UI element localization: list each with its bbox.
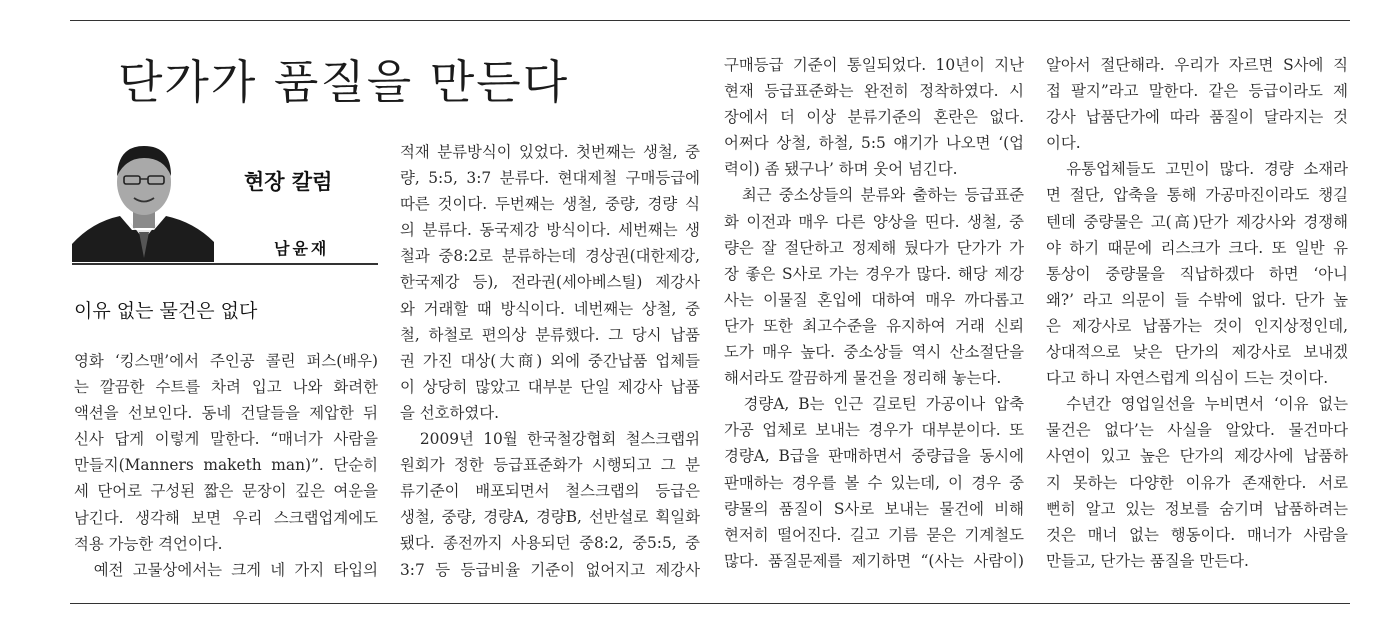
text-line: 철과 중8:2로 분류하는데 경상권(대한제강, (400, 247, 700, 266)
text-line: 현저히 떨어진다. 길고 기름 묻은 기계철도 (724, 525, 1024, 544)
text-line: 영화 ‘킹스맨’에서 주인공 콜린 퍼스(배우) (74, 352, 378, 370)
text-line: 사연이 있고 높은 단가의 제강사에 납품하 (1046, 447, 1348, 466)
text-line: 텐데 중량물은 고(高)단가 제강사와 경쟁해 (1046, 212, 1348, 231)
text-line: 을 선호하였다. (400, 403, 499, 422)
article-column-1 (74, 348, 378, 583)
text-line: 많다. 품질문제를 제기하면 “(사는 사람이) (724, 551, 1024, 570)
text-line: 뻔히 알고 있는 정보를 숨기며 납품하려는 (1046, 499, 1348, 518)
article-column-3 (724, 52, 1024, 574)
text-line: 구매등급 기준이 통일되었다. 10년이 지난 (724, 56, 1024, 74)
author-portrait-icon (72, 132, 214, 262)
text-line: 유통업체들도 고민이 많다. 경량 소재라 (1046, 160, 1348, 179)
author-divider (72, 263, 378, 265)
text-line: 상대적으로 낮은 단가의 제강사로 보내겠 (1046, 343, 1348, 362)
bottom-rule (70, 603, 1350, 604)
author-name: 남윤재 (274, 239, 330, 258)
text-line: 이다. (1046, 134, 1081, 153)
text-line: 사는 이물질 혼입에 대하여 매우 까다롭고 (724, 290, 1024, 309)
text-line: 신사 답게 이렇게 말한다. “매너가 사람을 (74, 430, 378, 449)
text-line: 물건은 없다’는 사실을 알았다. 물건마다 (1046, 421, 1348, 440)
text-line: 장 좋은 S사로 가는 경우가 많다. 해당 제강 (724, 264, 1024, 283)
text-line: 어쩌다 상철, 하철, 5:5 얘기가 나오면 ‘(업 (724, 134, 1024, 153)
text-line: 의 분류다. 동국제강 방식이다. 세번째는 생 (400, 221, 700, 240)
article-column-2 (400, 139, 700, 583)
headline: 단가가 품질을 만든다 (118, 55, 570, 109)
text-line: 는 깔끔한 수트를 차려 입고 나와 화려한 (74, 378, 378, 397)
text-line: 도가 매우 높다. 중소상들 역시 산소절단을 (724, 343, 1024, 362)
top-rule (70, 20, 1350, 21)
text-line: 량, 5:5, 3:7 분류다. 현대제철 구매등급에 (400, 169, 700, 188)
text-line: 됐다. 종전까지 사용되던 중8:2, 중5:5, 중 (400, 534, 700, 553)
text-line: 이 상당히 많았고 대부분 단일 제강사 납품 (400, 377, 700, 396)
text-line: 권 가진 대상(大商) 외에 중간납품 업체들 (400, 351, 700, 370)
text-line: 예전 고물상에서는 크게 네 가지 타입의 (74, 560, 378, 579)
text-line: 세 단어로 구성된 짧은 문장이 깊은 여운을 (74, 482, 378, 501)
text-line: 력이) 좀 됐구나’ 하며 웃어 넘긴다. (724, 160, 958, 179)
text-line: 남긴다. 생각해 보면 우리 스크랩업계에도 (74, 508, 378, 527)
text-line: 철, 하철로 편의상 분류했다. 그 당시 납품 (400, 325, 700, 344)
text-line: 적재 분류방식이 있었다. 첫번째는 생철, 중 (400, 143, 700, 161)
text-line: 액션을 선보인다. 동네 건달들을 제압한 뒤 (74, 404, 378, 423)
subhead: 이유 없는 물건은 없다 (74, 300, 258, 322)
text-line: 따른 것이다. 두번째는 생철, 중량, 경량 식 (400, 195, 700, 214)
text-line: 단가 또한 최고수준을 유지하여 거래 신뢰 (724, 316, 1024, 335)
text-line: 알아서 절단해라. 우리가 자르면 S사에 직 (1046, 56, 1348, 74)
text-line: 화 이전과 매우 다른 양상을 띤다. 생철, 중 (724, 212, 1024, 231)
text-line: 와 거래할 때 방식이다. 네번째는 상철, 중 (400, 299, 700, 318)
text-line: 장에서 더 이상 분류기준의 혼란은 없다. (724, 108, 1024, 127)
text-line: 량은 잘 절단하고 정제해 뒀다가 단가가 가 (724, 238, 1024, 257)
text-line: 지 못하는 다양한 이유가 존재한다. 서로 (1046, 473, 1348, 492)
text-line: 만들지(Manners maketh man)”. 단순히 (74, 456, 378, 475)
article-column-4 (1046, 52, 1348, 574)
text-line: 강사 납품단가에 따라 품질이 달라지는 것 (1046, 108, 1348, 127)
text-line: 접 팔지”라고 말한다. 같은 등급이라도 제 (1046, 82, 1348, 101)
text-line: 원회가 정한 등급표준화가 시행되고 그 분 (400, 456, 700, 475)
text-line: 가공 업체로 보내는 경우가 대부분이다. 또 (724, 421, 1024, 440)
text-line: 3:7 등 등급비율 기준이 없어지고 제강사 (400, 560, 700, 579)
text-line: 적용 가능한 격언이다. (74, 534, 223, 553)
text-line: 2009년 10월 한국철강협회 철스크랩위 (400, 430, 700, 449)
text-line: 왜?’ 라고 의문이 들 수밖에 없다. 단가 높 (1046, 290, 1348, 309)
text-line: 류기준이 배포되면서 철스크랩의 등급은 (400, 482, 700, 501)
text-line: 해서라도 깔끔하게 물건을 정리해 놓는다. (724, 369, 1002, 388)
text-line: 최근 중소상들의 분류와 출하는 등급표준 (724, 186, 1024, 205)
text-line: 것은 매너 없는 행동이다. 매너가 사람을 (1046, 525, 1348, 544)
text-line: 다고 하니 자연스럽게 의심이 드는 것이다. (1046, 369, 1329, 388)
text-line: 야 하기 때문에 리스크가 크다. 또 일반 유 (1046, 238, 1348, 257)
text-line: 수년간 영업일선을 누비면서 ‘이유 없는 (1046, 395, 1348, 414)
author-photo (72, 132, 214, 262)
text-line: 면 절단, 압축을 통해 가공마진이라도 챙길 (1046, 186, 1348, 205)
text-line: 경량A, B는 인근 길로틴 가공이나 압축 (724, 395, 1024, 414)
text-line: 생철, 중량, 경량A, 경량B, 선반설로 획일화 (400, 508, 700, 527)
text-line: 현재 등급표준화는 완전히 정착하였다. 시 (724, 82, 1024, 101)
text-line: 판매하는 경우를 볼 수 있는데, 이 경우 중 (724, 473, 1024, 492)
text-line: 만들고, 단가는 품질을 만든다. (1046, 551, 1249, 570)
text-line: 통상이 중량물을 직납하겠다 하면 ‘아니 (1046, 264, 1348, 283)
column-label: 현장 칼럼 (244, 170, 333, 194)
text-line: 은 제강사로 납품가는 것이 인지상정인데, (1046, 316, 1348, 335)
text-line: 량물의 품질이 S사로 보내는 물건에 비해 (724, 499, 1024, 518)
text-line: 경량A, B급을 판매하면서 중량급을 동시에 (724, 447, 1024, 466)
text-line: 한국제강 등), 전라권(세아베스틸) 제강사 (400, 273, 700, 292)
